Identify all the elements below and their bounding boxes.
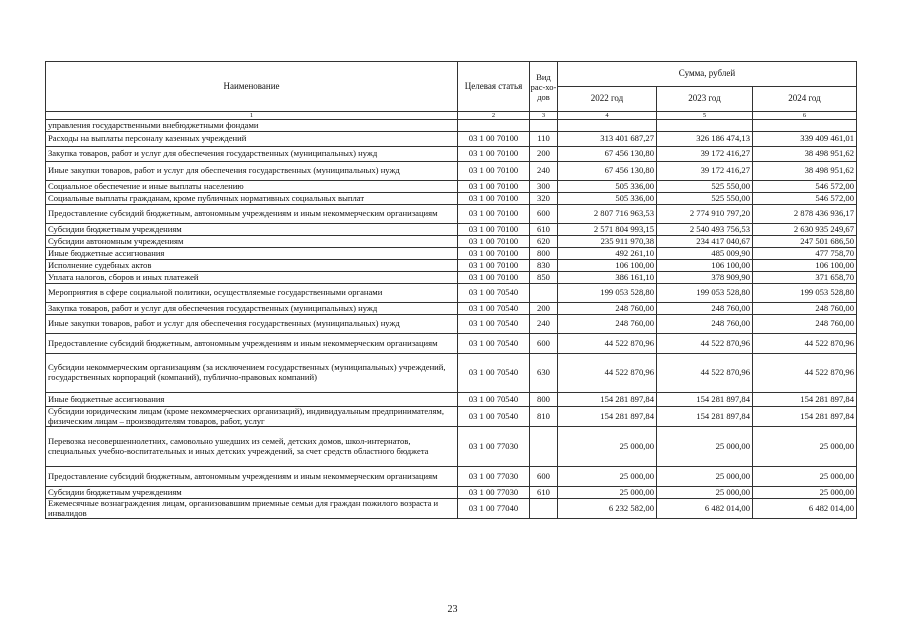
row-sum-2024: 248 760,00 [753, 303, 857, 315]
row-sum-2023: 25 000,00 [657, 467, 753, 487]
row-sum-2022: 2 807 716 963,53 [558, 205, 657, 224]
row-sum-2024: 25 000,00 [753, 487, 857, 499]
row-name: Иные закупки товаров, работ и услуг для обеспечения государственных (муниципальных) нужд [48, 166, 400, 176]
row-expense-kind: 200 [530, 147, 558, 162]
row-sum-2023: 44 522 870,96 [657, 354, 753, 393]
row-sum-2023: 485 009,90 [657, 248, 753, 260]
row-sum-2022 [558, 120, 657, 132]
table-row [46, 467, 857, 487]
row-sum-2023: 234 417 040,67 [657, 236, 753, 248]
row-sum-2023: 154 281 897,84 [657, 393, 753, 407]
row-sum-2024: 38 498 951,62 [753, 147, 857, 162]
row-sum-2024: 247 501 686,50 [753, 236, 857, 248]
row-name-cell [46, 181, 458, 193]
row-sum-2022: 505 336,00 [558, 193, 657, 205]
row-name-cell [46, 120, 458, 132]
row-target-code: 03 1 00 70100 [458, 147, 530, 162]
table-row [46, 181, 857, 193]
table-row [46, 193, 857, 205]
row-target-code: 03 1 00 70100 [458, 205, 530, 224]
table-row [46, 205, 857, 224]
column-index: 2 [458, 112, 530, 120]
row-sum-2024: 38 498 951,62 [753, 162, 857, 181]
row-name: Ежемесячные вознаграждения лицам, организовавшим приемные семьи для граждан пожилого возраста и инвалидов [48, 499, 439, 518]
table-row [46, 272, 857, 284]
row-sum-2022: 235 911 970,38 [558, 236, 657, 248]
row-expense-kind: 800 [530, 248, 558, 260]
row-name-cell [46, 132, 458, 147]
table-row [46, 303, 857, 315]
row-sum-2022: 199 053 528,80 [558, 284, 657, 303]
row-name: Субсидии бюджетным учреждениям [48, 224, 182, 234]
row-expense-kind [530, 284, 558, 303]
column-index: 4 [558, 112, 657, 120]
row-expense-kind: 600 [530, 334, 558, 354]
row-name: Иные бюджетные ассигнования [48, 248, 165, 258]
table-row [46, 284, 857, 303]
row-sum-2023 [657, 120, 753, 132]
row-sum-2023: 525 550,00 [657, 193, 753, 205]
row-name-cell [46, 260, 458, 272]
row-name-cell [46, 315, 458, 334]
row-expense-kind: 630 [530, 354, 558, 393]
row-sum-2024: 154 281 897,84 [753, 407, 857, 427]
row-sum-2022: 248 760,00 [558, 303, 657, 315]
row-sum-2023: 378 909,90 [657, 272, 753, 284]
row-sum-2022: 67 456 130,80 [558, 147, 657, 162]
row-name: Закупка товаров, работ и услуг для обеспечения государственных (муниципальных) нужд [48, 149, 378, 159]
row-expense-kind: 850 [530, 272, 558, 284]
header-year-2023: 2023 год [657, 87, 753, 112]
row-target-code: 03 1 00 70100 [458, 272, 530, 284]
table-row [46, 162, 857, 181]
row-name: Иные бюджетные ассигнования [48, 394, 165, 404]
row-target-code: 03 1 00 70100 [458, 132, 530, 147]
budget-table [45, 61, 857, 519]
row-sum-2023: 39 172 416,27 [657, 162, 753, 181]
row-sum-2024: 25 000,00 [753, 467, 857, 487]
row-name: Субсидии бюджетным учреждениям [48, 487, 182, 497]
row-sum-2024: 106 100,00 [753, 260, 857, 272]
row-expense-kind: 610 [530, 487, 558, 499]
row-sum-2024: 546 572,00 [753, 181, 857, 193]
header-kind: Вид рас-хо-дов [530, 62, 558, 112]
row-sum-2024: 6 482 014,00 [753, 499, 857, 519]
row-name-cell [46, 393, 458, 407]
row-sum-2024: 2 630 935 249,67 [753, 224, 857, 236]
row-sum-2022: 154 281 897,84 [558, 393, 657, 407]
row-expense-kind: 110 [530, 132, 558, 147]
row-target-code: 03 1 00 70540 [458, 354, 530, 393]
row-expense-kind: 800 [530, 393, 558, 407]
row-name: Предоставление субсидий бюджетным, автономным учреждениям и иным некоммерческим организациям [48, 209, 438, 219]
row-target-code: 03 1 00 70540 [458, 334, 530, 354]
row-target-code: 03 1 00 70100 [458, 260, 530, 272]
row-sum-2023: 39 172 416,27 [657, 147, 753, 162]
row-expense-kind [530, 427, 558, 467]
header-year-2022: 2022 год [558, 87, 657, 112]
row-name-cell [46, 272, 458, 284]
table-row [46, 427, 857, 467]
column-index: 3 [530, 112, 558, 120]
row-name-cell [46, 224, 458, 236]
row-sum-2023: 44 522 870,96 [657, 334, 753, 354]
row-target-code: 03 1 00 70100 [458, 248, 530, 260]
row-name-cell [46, 407, 458, 427]
row-name: Субсидии юридическим лицам (кроме некоммерческих организаций), индивидуальным предпринимателям, физическим лицам – производителям товаров, работ, услуг [48, 407, 444, 426]
row-sum-2023: 248 760,00 [657, 303, 753, 315]
row-target-code: 03 1 00 70100 [458, 236, 530, 248]
row-sum-2022: 154 281 897,84 [558, 407, 657, 427]
row-sum-2022: 44 522 870,96 [558, 354, 657, 393]
header-sum: Сумма, рублей [558, 62, 857, 87]
row-sum-2022: 248 760,00 [558, 315, 657, 334]
row-target-code: 03 1 00 70540 [458, 393, 530, 407]
row-sum-2024: 44 522 870,96 [753, 354, 857, 393]
table-row [46, 224, 857, 236]
row-name: Социальное обеспечение и иные выплаты населению [48, 181, 244, 191]
row-name: Предоставление субсидий бюджетным, автономным учреждениям и иным некоммерческим организациям [48, 338, 438, 348]
table-row [46, 407, 857, 427]
row-sum-2023: 25 000,00 [657, 487, 753, 499]
row-sum-2022: 6 232 582,00 [558, 499, 657, 519]
row-name-cell [46, 354, 458, 393]
row-target-code: 03 1 00 70540 [458, 315, 530, 334]
row-sum-2022: 25 000,00 [558, 427, 657, 467]
row-expense-kind: 240 [530, 162, 558, 181]
row-sum-2024: 477 758,70 [753, 248, 857, 260]
table-row [46, 499, 857, 519]
table-row [46, 260, 857, 272]
row-expense-kind: 810 [530, 407, 558, 427]
row-name: Социальные выплаты гражданам, кроме публичных нормативных социальных выплат [48, 193, 365, 203]
row-name: Субсидии автономным учреждениям [48, 236, 184, 246]
row-target-code: 03 1 00 70100 [458, 181, 530, 193]
row-name: Исполнение судебных актов [48, 260, 152, 270]
row-expense-kind: 610 [530, 224, 558, 236]
row-expense-kind [530, 120, 558, 132]
row-sum-2023: 6 482 014,00 [657, 499, 753, 519]
row-target-code: 03 1 00 77040 [458, 499, 530, 519]
row-name: Мероприятия в сфере социальной политики, осуществляемые государственными органами [48, 288, 383, 298]
row-name: управления государственными внебюджетными фондами [48, 120, 259, 130]
row-sum-2022: 106 100,00 [558, 260, 657, 272]
row-sum-2023: 199 053 528,80 [657, 284, 753, 303]
row-sum-2022: 25 000,00 [558, 467, 657, 487]
table-row [46, 132, 857, 147]
row-sum-2024 [753, 120, 857, 132]
row-name-cell [46, 147, 458, 162]
row-sum-2022: 2 571 804 993,15 [558, 224, 657, 236]
table-row [46, 393, 857, 407]
row-sum-2024: 25 000,00 [753, 427, 857, 467]
row-name-cell [46, 193, 458, 205]
table-row [46, 315, 857, 334]
row-name-cell [46, 334, 458, 354]
row-sum-2024: 371 658,70 [753, 272, 857, 284]
row-sum-2023: 525 550,00 [657, 181, 753, 193]
row-expense-kind: 620 [530, 236, 558, 248]
row-name: Предоставление субсидий бюджетным, автономным учреждениям и иным некоммерческим организациям [48, 471, 438, 481]
row-sum-2024: 248 760,00 [753, 315, 857, 334]
row-sum-2022: 25 000,00 [558, 487, 657, 499]
row-expense-kind: 240 [530, 315, 558, 334]
column-index: 6 [753, 112, 857, 120]
table-row [46, 354, 857, 393]
header-name: Наименование [46, 62, 458, 112]
row-sum-2023: 2 540 493 756,53 [657, 224, 753, 236]
row-expense-kind: 600 [530, 205, 558, 224]
row-sum-2024: 154 281 897,84 [753, 393, 857, 407]
row-sum-2023: 154 281 897,84 [657, 407, 753, 427]
table-row [46, 334, 857, 354]
table-row [46, 487, 857, 499]
row-sum-2022: 67 456 130,80 [558, 162, 657, 181]
row-expense-kind: 200 [530, 303, 558, 315]
header-row [46, 62, 857, 87]
row-sum-2024: 546 572,00 [753, 193, 857, 205]
row-name: Уплата налогов, сборов и иных платежей [48, 272, 199, 282]
row-name-cell [46, 303, 458, 315]
row-expense-kind [530, 499, 558, 519]
column-index: 5 [657, 112, 753, 120]
row-name-cell [46, 236, 458, 248]
row-expense-kind: 600 [530, 467, 558, 487]
row-sum-2023: 2 774 910 797,20 [657, 205, 753, 224]
table-row [46, 236, 857, 248]
row-name-cell [46, 499, 458, 519]
row-target-code: 03 1 00 70540 [458, 303, 530, 315]
table-row [46, 248, 857, 260]
row-name: Иные закупки товаров, работ и услуг для обеспечения государственных (муниципальных) нужд [48, 319, 400, 329]
row-name-cell [46, 205, 458, 224]
page-number: 23 [447, 604, 458, 615]
row-target-code: 03 1 00 70100 [458, 193, 530, 205]
row-name-cell [46, 284, 458, 303]
row-sum-2023: 326 186 474,13 [657, 132, 753, 147]
row-sum-2022: 492 261,10 [558, 248, 657, 260]
table-row [46, 147, 857, 162]
row-sum-2022: 44 522 870,96 [558, 334, 657, 354]
row-sum-2023: 25 000,00 [657, 427, 753, 467]
row-target-code: 03 1 00 77030 [458, 467, 530, 487]
row-sum-2022: 313 401 687,27 [558, 132, 657, 147]
row-target-code: 03 1 00 77030 [458, 427, 530, 467]
row-name: Расходы на выплаты персоналу казенных учреждений [48, 134, 247, 144]
row-target-code: 03 1 00 77030 [458, 487, 530, 499]
row-sum-2024: 339 409 461,01 [753, 132, 857, 147]
row-sum-2023: 106 100,00 [657, 260, 753, 272]
row-name: Субсидии некоммерческим организациям (за исключением государственных (муниципальных) учреждений, государственных корпораций (компаний), публично-правовых компаний) [48, 363, 446, 382]
row-target-code [458, 120, 530, 132]
header-year-2024: 2024 год [753, 87, 857, 112]
row-sum-2023: 248 760,00 [657, 315, 753, 334]
row-sum-2024: 2 878 436 936,17 [753, 205, 857, 224]
row-name: Закупка товаров, работ и услуг для обеспечения государственных (муниципальных) нужд [48, 303, 378, 313]
row-sum-2024: 44 522 870,96 [753, 334, 857, 354]
row-target-code: 03 1 00 70540 [458, 407, 530, 427]
row-target-code: 03 1 00 70100 [458, 162, 530, 181]
row-target-code: 03 1 00 70100 [458, 224, 530, 236]
row-name-cell [46, 467, 458, 487]
row-name-cell [46, 162, 458, 181]
row-sum-2022: 386 161,10 [558, 272, 657, 284]
row-expense-kind: 830 [530, 260, 558, 272]
row-sum-2022: 505 336,00 [558, 181, 657, 193]
row-expense-kind: 320 [530, 193, 558, 205]
table-row [46, 120, 857, 132]
column-index-row [46, 112, 857, 120]
row-name: Перевозка несовершеннолетних, самовольно ушедших из семей, детских домов, школ-интернатов, специальных учебно-воспитательных и иных детских учреждений, за счет средств областного бюджета [48, 437, 429, 456]
row-name-cell [46, 487, 458, 499]
row-expense-kind: 300 [530, 181, 558, 193]
header-target: Целевая статья [458, 62, 530, 112]
row-name-cell [46, 248, 458, 260]
row-name-cell [46, 427, 458, 467]
row-sum-2024: 199 053 528,80 [753, 284, 857, 303]
column-index: 1 [46, 112, 458, 120]
row-target-code: 03 1 00 70540 [458, 284, 530, 303]
